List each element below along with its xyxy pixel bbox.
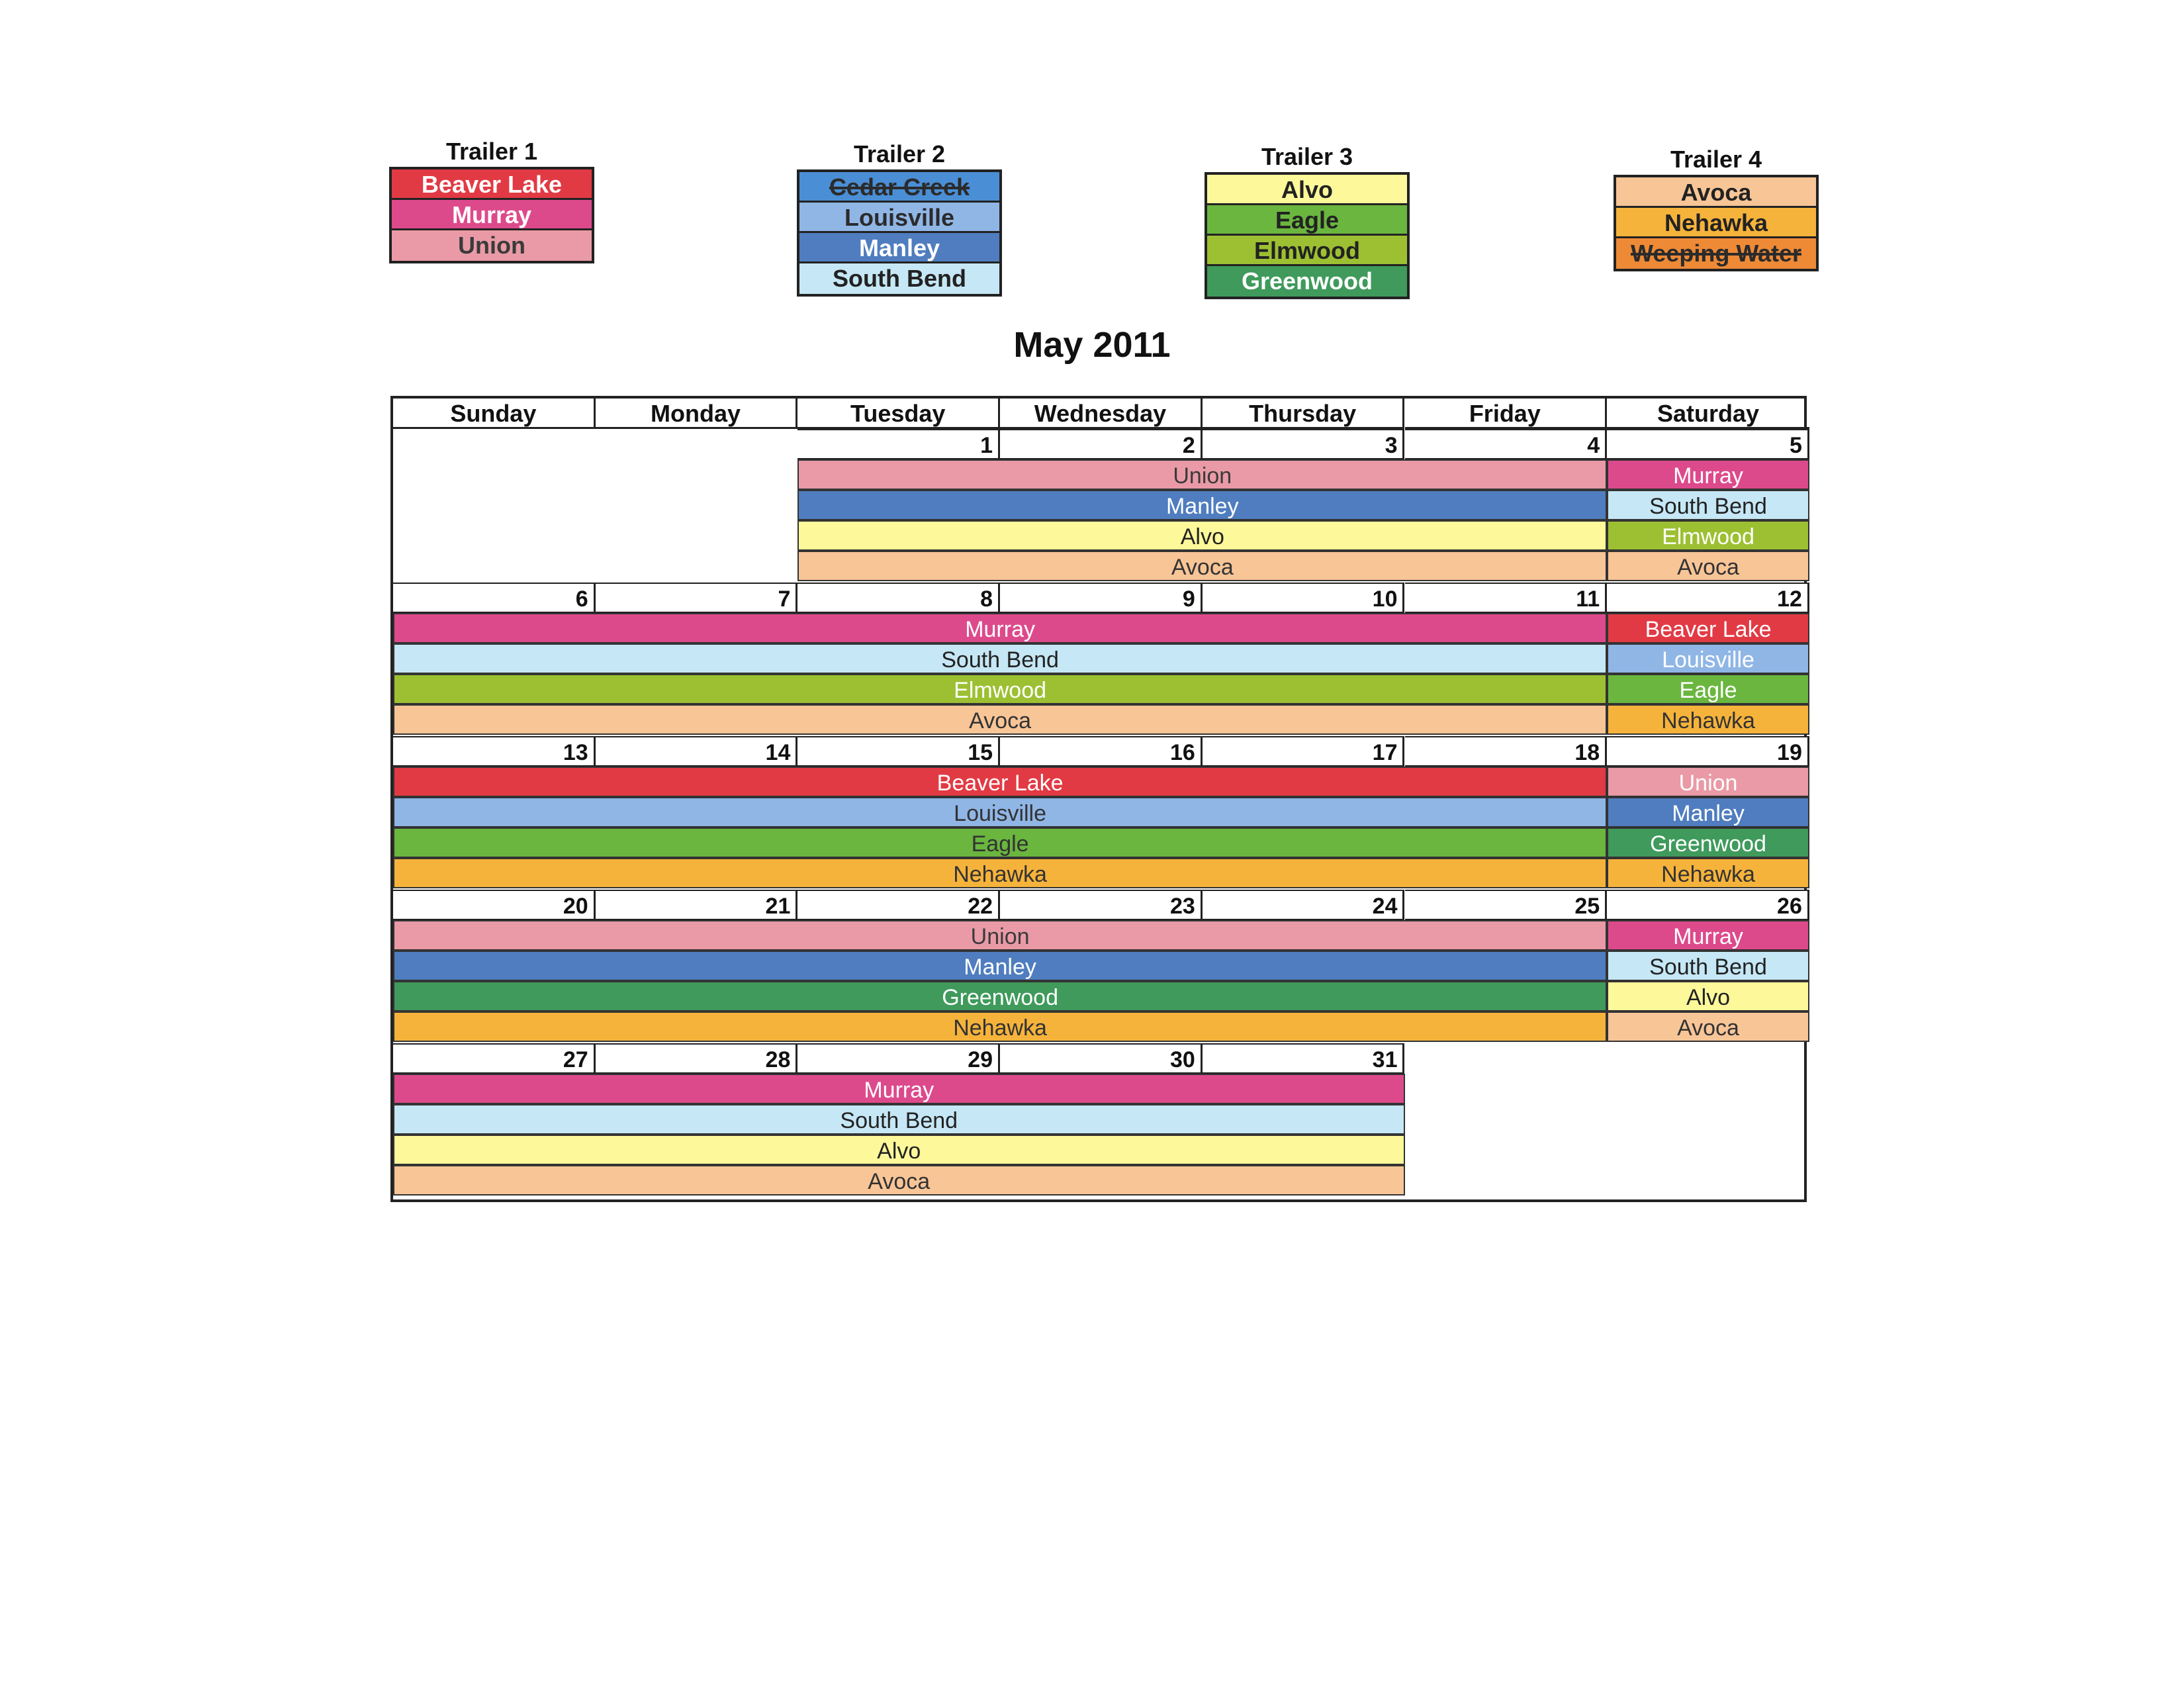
date-number: 18 bbox=[1405, 736, 1608, 767]
date-number: 21 bbox=[596, 890, 798, 920]
date-number: 2 bbox=[1000, 429, 1203, 459]
schedule-bar-louisville: Louisville bbox=[393, 797, 1607, 827]
day-header-monday: Monday bbox=[596, 399, 798, 429]
date-number: 4 bbox=[1405, 429, 1608, 459]
legend-box bbox=[1614, 175, 1819, 271]
legend-box bbox=[389, 167, 594, 263]
date-number: 6 bbox=[393, 583, 596, 613]
schedule-bar-nehawka: Nehawka bbox=[393, 1011, 1607, 1042]
date-number: 13 bbox=[393, 736, 596, 767]
schedule-bar-union: Union bbox=[393, 920, 1607, 951]
date-number: 24 bbox=[1203, 890, 1405, 920]
legend-item: Alvo bbox=[1207, 175, 1407, 205]
schedule-bar-avoca: Avoca bbox=[393, 1165, 1405, 1196]
schedule-bar-alvo: Alvo bbox=[393, 1135, 1405, 1165]
date-number: 7 bbox=[596, 583, 798, 613]
legend-item: Murray bbox=[392, 200, 592, 230]
date-number: 23 bbox=[1000, 890, 1203, 920]
date-number: 10 bbox=[1203, 583, 1405, 613]
schedule-bar-louisville: Louisville bbox=[1607, 643, 1809, 674]
date-number: 16 bbox=[1000, 736, 1203, 767]
legend-box bbox=[1205, 172, 1410, 299]
schedule-bar-murray: Murray bbox=[1607, 920, 1809, 951]
calendar-grid bbox=[390, 396, 1807, 1202]
schedule-bar-manley: Manley bbox=[1607, 797, 1809, 827]
schedule-bar-murray: Murray bbox=[1607, 459, 1809, 490]
date-number: 26 bbox=[1607, 890, 1809, 920]
schedule-bar-union: Union bbox=[797, 459, 1607, 490]
day-header-friday: Friday bbox=[1405, 399, 1608, 429]
legend-item: Cedar Creek bbox=[799, 172, 999, 203]
date-number: 20 bbox=[393, 890, 596, 920]
date-number: 17 bbox=[1203, 736, 1405, 767]
legend-item: South Bend bbox=[799, 263, 999, 294]
legend-title: Trailer 4 bbox=[1670, 146, 1762, 173]
day-header-saturday: Saturday bbox=[1607, 399, 1809, 429]
legend-item: Union bbox=[392, 230, 592, 261]
legend-item: Manley bbox=[799, 233, 999, 263]
date-number: 9 bbox=[1000, 583, 1203, 613]
legend-item: Beaver Lake bbox=[392, 169, 592, 200]
date-number: 11 bbox=[1405, 583, 1608, 613]
schedule-bar-elmwood: Elmwood bbox=[1607, 520, 1809, 551]
schedule-bar-alvo: Alvo bbox=[797, 520, 1607, 551]
schedule-bar-greenwood: Greenwood bbox=[1607, 827, 1809, 858]
date-number: 8 bbox=[797, 583, 1000, 613]
date-number: 14 bbox=[596, 736, 798, 767]
schedule-bar-south-bend: South Bend bbox=[393, 643, 1607, 674]
legend-item: Elmwood bbox=[1207, 236, 1407, 266]
legend-trailer-4 bbox=[1614, 144, 1819, 271]
schedule-bar-avoca: Avoca bbox=[393, 704, 1607, 735]
legend-item: Eagle bbox=[1207, 205, 1407, 236]
schedule-bar-avoca: Avoca bbox=[1607, 551, 1809, 581]
date-number: 15 bbox=[797, 736, 1000, 767]
schedule-bar-south-bend: South Bend bbox=[393, 1104, 1405, 1135]
schedule-bar-avoca: Avoca bbox=[797, 551, 1607, 581]
schedule-bar-union: Union bbox=[1607, 767, 1809, 797]
schedule-bar-avoca: Avoca bbox=[1607, 1011, 1809, 1042]
schedule-bar-eagle: Eagle bbox=[393, 827, 1607, 858]
date-number: 28 bbox=[596, 1043, 798, 1074]
legend-title: Trailer 1 bbox=[445, 138, 538, 165]
legend-item: Weeping Water bbox=[1616, 238, 1816, 269]
date-number: 31 bbox=[1203, 1043, 1405, 1074]
schedule-bar-eagle: Eagle bbox=[1607, 674, 1809, 704]
legend-trailer-1 bbox=[389, 136, 594, 263]
schedule-bar-murray: Murray bbox=[393, 613, 1607, 643]
date-number: 22 bbox=[797, 890, 1000, 920]
day-header-wednesday: Wednesday bbox=[1000, 399, 1203, 429]
schedule-bar-alvo: Alvo bbox=[1607, 981, 1809, 1011]
legend-trailer-3 bbox=[1205, 142, 1410, 299]
date-number: 19 bbox=[1607, 736, 1809, 767]
schedule-bar-manley: Manley bbox=[797, 490, 1607, 520]
schedule-bar-south-bend: South Bend bbox=[1607, 951, 1809, 981]
date-number: 27 bbox=[393, 1043, 596, 1074]
date-number: 1 bbox=[797, 429, 1000, 459]
date-number: 3 bbox=[1203, 429, 1405, 459]
schedule-bar-nehawka: Nehawka bbox=[1607, 704, 1809, 735]
schedule-bar-elmwood: Elmwood bbox=[393, 674, 1607, 704]
schedule-bar-murray: Murray bbox=[393, 1074, 1405, 1104]
date-number: 29 bbox=[797, 1043, 1000, 1074]
schedule-bar-beaver-lake: Beaver Lake bbox=[1607, 613, 1809, 643]
schedule-bar-beaver-lake: Beaver Lake bbox=[393, 767, 1607, 797]
schedule-bar-nehawka: Nehawka bbox=[393, 858, 1607, 888]
schedule-bar-south-bend: South Bend bbox=[1607, 490, 1809, 520]
date-number: 30 bbox=[1000, 1043, 1203, 1074]
schedule-bar-nehawka: Nehawka bbox=[1607, 858, 1809, 888]
day-header-tuesday: Tuesday bbox=[797, 399, 1000, 429]
day-header-sunday: Sunday bbox=[393, 399, 596, 429]
schedule-bar-greenwood: Greenwood bbox=[393, 981, 1607, 1011]
legend-box bbox=[797, 169, 1002, 297]
legend-title: Trailer 2 bbox=[853, 140, 946, 167]
legend-trailer-2 bbox=[797, 139, 1002, 297]
schedule-bar-manley: Manley bbox=[393, 951, 1607, 981]
date-number: 12 bbox=[1607, 583, 1809, 613]
calendar-title: May 2011 bbox=[1013, 325, 1171, 365]
legend-item: Louisville bbox=[799, 203, 999, 233]
legend-item: Avoca bbox=[1616, 177, 1816, 208]
legend-item: Nehawka bbox=[1616, 208, 1816, 238]
date-number: 5 bbox=[1607, 429, 1809, 459]
day-header-thursday: Thursday bbox=[1203, 399, 1405, 429]
legend-title: Trailer 3 bbox=[1261, 143, 1353, 170]
legend-item: Greenwood bbox=[1207, 266, 1407, 297]
date-number: 25 bbox=[1405, 890, 1608, 920]
